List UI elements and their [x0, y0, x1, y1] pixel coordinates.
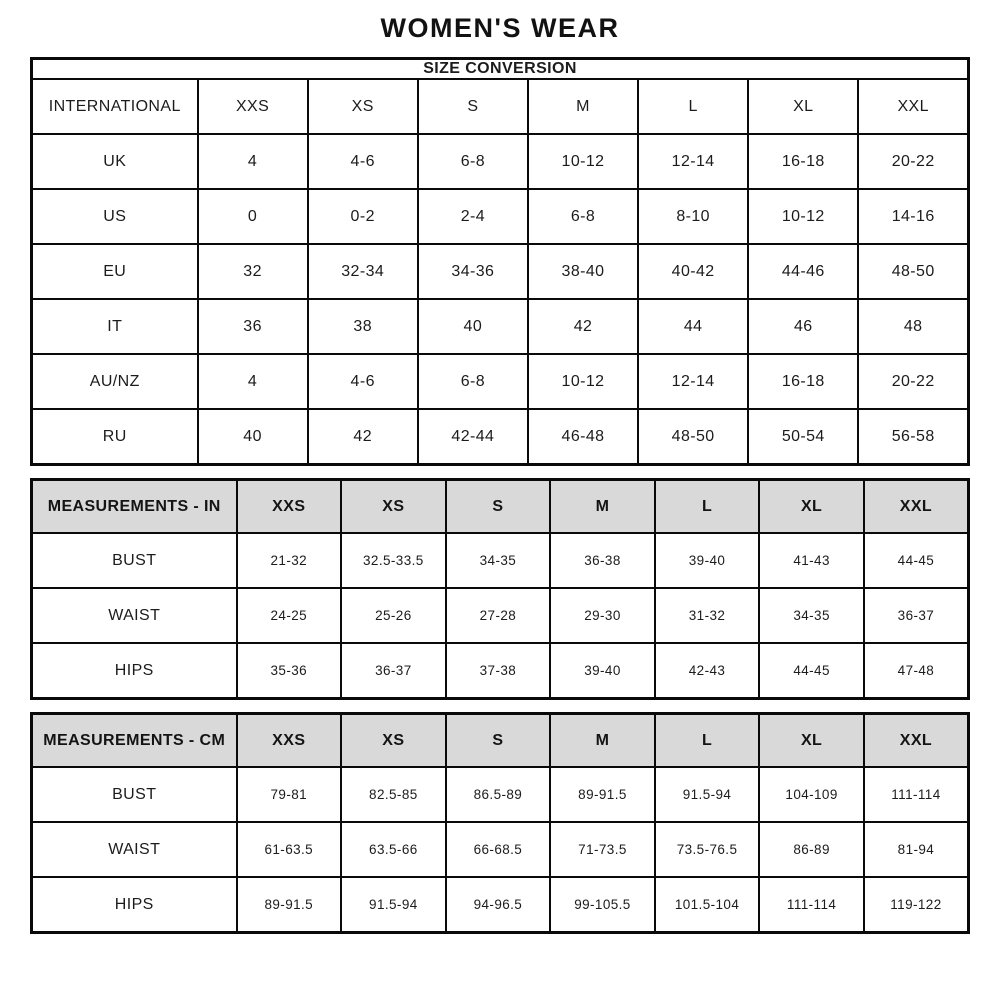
table-row-aunz [32, 354, 969, 409]
row-label: UK [32, 134, 198, 189]
column-header-xxs: XXS [237, 714, 342, 768]
column-header-s: S [446, 480, 551, 534]
measurement-value: 36-38 [550, 533, 655, 588]
size-value: 12-14 [638, 134, 748, 189]
measurement-value: 119-122 [864, 877, 969, 933]
measurement-value: 39-40 [550, 643, 655, 699]
size-value: 42 [528, 299, 638, 354]
size-value: 10-12 [748, 189, 858, 244]
table-row-waist-cm [32, 822, 969, 877]
row-label: BUST [32, 767, 237, 822]
row-label: RU [32, 409, 198, 465]
measurement-value: 79-81 [237, 767, 342, 822]
measurement-value: 29-30 [550, 588, 655, 643]
row-label: BUST [32, 533, 237, 588]
measurement-value: 24-25 [237, 588, 342, 643]
size-value: 48-50 [858, 244, 968, 299]
size-value: 8-10 [638, 189, 748, 244]
size-value: 6-8 [418, 354, 528, 409]
column-header-l: L [655, 480, 760, 534]
measurement-value: 91.5-94 [341, 877, 446, 933]
size-value: 16-18 [748, 134, 858, 189]
size-conversion-header-row [32, 79, 969, 134]
size-value: 42-44 [418, 409, 528, 465]
size-value: 38 [308, 299, 418, 354]
row-label: IT [32, 299, 198, 354]
column-header-m: M [550, 480, 655, 534]
size-conversion-table [30, 57, 970, 466]
measurement-value: 89-91.5 [550, 767, 655, 822]
column-header-l: L [655, 714, 760, 768]
table-row-it [32, 299, 969, 354]
measurements-cm-table [30, 712, 970, 934]
row-label: HIPS [32, 877, 237, 933]
column-header-s: S [446, 714, 551, 768]
measurement-value: 86-89 [759, 822, 864, 877]
row-label: AU/NZ [32, 354, 198, 409]
page-title: WOMEN'S WEAR [380, 13, 620, 43]
table-row-uk [32, 134, 969, 189]
measurements-in-header-row [32, 480, 969, 534]
size-value: 20-22 [858, 134, 968, 189]
column-header-xl: XL [759, 480, 864, 534]
column-header-m: M [528, 79, 638, 134]
measurement-value: 61-63.5 [237, 822, 342, 877]
measurement-value: 82.5-85 [341, 767, 446, 822]
measurements-in-title: MEASUREMENTS - IN [32, 480, 237, 534]
measurement-value: 36-37 [341, 643, 446, 699]
size-value: 32-34 [308, 244, 418, 299]
column-header-xl: XL [759, 714, 864, 768]
size-value: 46-48 [528, 409, 638, 465]
size-value: 48 [858, 299, 968, 354]
column-header-xs: XS [341, 714, 446, 768]
size-value: 36 [198, 299, 308, 354]
size-value: 4-6 [308, 354, 418, 409]
size-value: 50-54 [748, 409, 858, 465]
measurement-value: 37-38 [446, 643, 551, 699]
measurement-value: 91.5-94 [655, 767, 760, 822]
measurement-value: 42-43 [655, 643, 760, 699]
size-value: 44 [638, 299, 748, 354]
size-value: 10-12 [528, 134, 638, 189]
row-label: EU [32, 244, 198, 299]
size-value: 0 [198, 189, 308, 244]
measurement-value: 73.5-76.5 [655, 822, 760, 877]
measurements-in-table [30, 478, 970, 700]
measurement-value: 101.5-104 [655, 877, 760, 933]
column-header-xxl: XXL [864, 714, 969, 768]
measurements-cm-title: MEASUREMENTS - CM [32, 714, 237, 768]
size-value: 4 [198, 354, 308, 409]
size-value: 42 [308, 409, 418, 465]
row-label: US [32, 189, 198, 244]
measurement-value: 39-40 [655, 533, 760, 588]
size-value: 6-8 [528, 189, 638, 244]
measurement-value: 111-114 [864, 767, 969, 822]
size-value: 4-6 [308, 134, 418, 189]
measurement-value: 89-91.5 [237, 877, 342, 933]
measurement-value: 111-114 [759, 877, 864, 933]
table-row-hips-cm [32, 877, 969, 933]
size-value: 2-4 [418, 189, 528, 244]
row-label: WAIST [32, 588, 237, 643]
row-label: WAIST [32, 822, 237, 877]
measurement-value: 63.5-66 [341, 822, 446, 877]
size-value: 34-36 [418, 244, 528, 299]
size-value: 56-58 [858, 409, 968, 465]
column-header-international: INTERNATIONAL [32, 79, 198, 134]
measurement-value: 36-37 [864, 588, 969, 643]
size-value: 10-12 [528, 354, 638, 409]
column-header-xxs: XXS [237, 480, 342, 534]
size-value: 40 [418, 299, 528, 354]
measurement-value: 27-28 [446, 588, 551, 643]
size-value: 48-50 [638, 409, 748, 465]
measurement-value: 104-109 [759, 767, 864, 822]
measurement-value: 44-45 [759, 643, 864, 699]
measurement-value: 47-48 [864, 643, 969, 699]
column-header-xxs: XXS [198, 79, 308, 134]
size-value: 40 [198, 409, 308, 465]
measurement-value: 21-32 [237, 533, 342, 588]
measurement-value: 66-68.5 [446, 822, 551, 877]
measurement-value: 99-105.5 [550, 877, 655, 933]
table-row-us [32, 189, 969, 244]
row-label: HIPS [32, 643, 237, 699]
size-value: 0-2 [308, 189, 418, 244]
table-row-bust-in [32, 533, 969, 588]
measurement-value: 81-94 [864, 822, 969, 877]
size-value: 14-16 [858, 189, 968, 244]
column-header-xxl: XXL [864, 480, 969, 534]
table-row-ru [32, 409, 969, 465]
measurement-value: 71-73.5 [550, 822, 655, 877]
measurement-value: 31-32 [655, 588, 760, 643]
measurement-value: 41-43 [759, 533, 864, 588]
size-value: 32 [198, 244, 308, 299]
size-value: 44-46 [748, 244, 858, 299]
measurement-value: 35-36 [237, 643, 342, 699]
measurement-value: 34-35 [759, 588, 864, 643]
size-value: 6-8 [418, 134, 528, 189]
table-row-waist-in [32, 588, 969, 643]
table-row-bust-cm [32, 767, 969, 822]
measurement-value: 44-45 [864, 533, 969, 588]
size-value: 40-42 [638, 244, 748, 299]
size-value: 16-18 [748, 354, 858, 409]
column-header-xs: XS [308, 79, 418, 134]
size-value: 12-14 [638, 354, 748, 409]
measurements-cm-header-row [32, 714, 969, 768]
measurement-value: 32.5-33.5 [341, 533, 446, 588]
table-title-row [32, 59, 969, 80]
column-header-m: M [550, 714, 655, 768]
size-value: 38-40 [528, 244, 638, 299]
measurement-value: 86.5-89 [446, 767, 551, 822]
column-header-xs: XS [341, 480, 446, 534]
measurement-value: 94-96.5 [446, 877, 551, 933]
column-header-xxl: XXL [858, 79, 968, 134]
size-value: 46 [748, 299, 858, 354]
measurement-value: 25-26 [341, 588, 446, 643]
table-row-hips-in [32, 643, 969, 699]
column-header-l: L [638, 79, 748, 134]
column-header-xl: XL [748, 79, 858, 134]
table-row-eu [32, 244, 969, 299]
size-value: 4 [198, 134, 308, 189]
measurement-value: 34-35 [446, 533, 551, 588]
size-value: 20-22 [858, 354, 968, 409]
size-conversion-title: SIZE CONVERSION [32, 59, 969, 80]
column-header-s: S [418, 79, 528, 134]
